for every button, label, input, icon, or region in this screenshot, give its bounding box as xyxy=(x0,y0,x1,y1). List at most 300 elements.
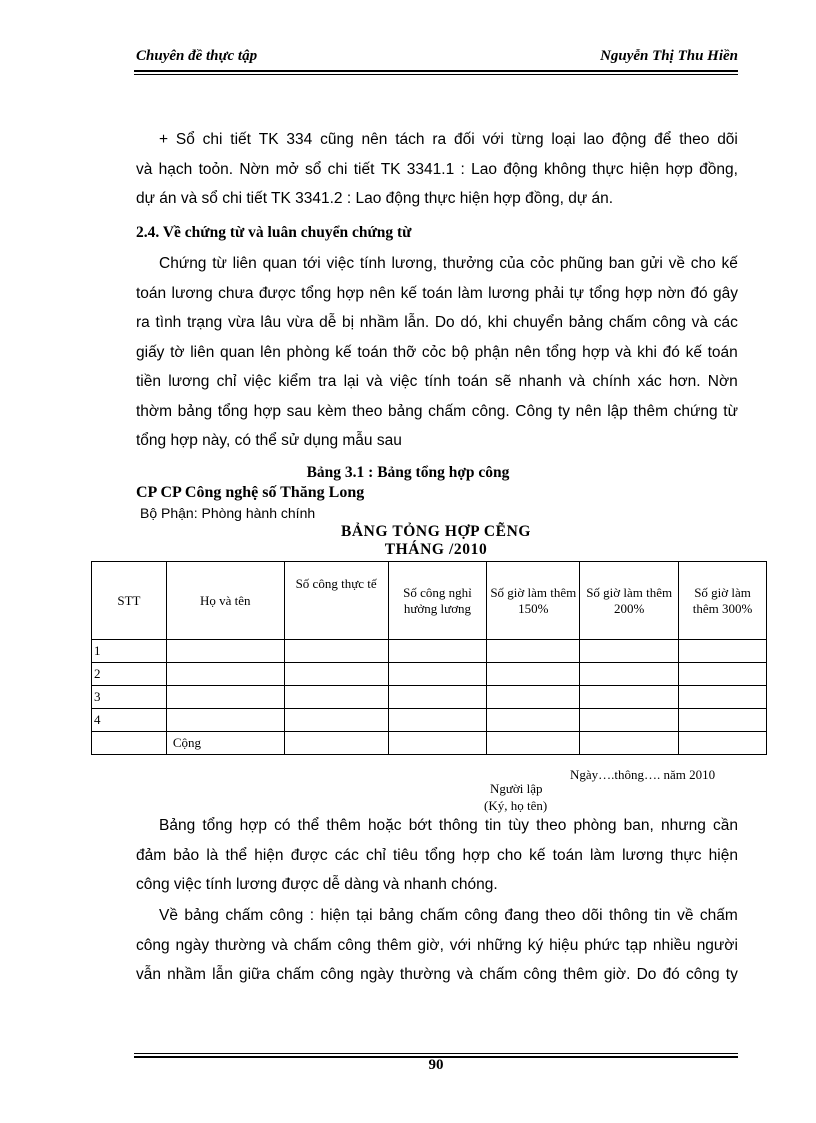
word: theo xyxy=(536,817,567,834)
table-cell xyxy=(388,640,487,663)
word: tin xyxy=(654,907,671,924)
word: Do xyxy=(636,966,657,983)
paragraph-2 xyxy=(136,249,738,456)
word: với xyxy=(482,131,504,148)
word: của xyxy=(499,255,525,272)
word: chấm xyxy=(479,966,518,983)
word: quan xyxy=(262,255,298,272)
column-header: Số giờ làm thêm 150% xyxy=(487,562,580,640)
total-label: Cộng xyxy=(166,732,284,755)
word: bộ xyxy=(451,343,469,361)
paragraph-1 xyxy=(136,125,738,214)
word: kiểm xyxy=(278,373,312,390)
word: hoặc xyxy=(367,817,402,834)
word: tổng xyxy=(217,402,248,420)
word: và xyxy=(615,343,632,361)
table-cell xyxy=(487,686,580,709)
word: chấm xyxy=(276,966,315,983)
table-cell xyxy=(388,709,487,732)
word: hiệu xyxy=(549,936,579,954)
word: : xyxy=(309,907,315,924)
word: nhầm xyxy=(167,966,206,983)
column-header: Số công thực tế xyxy=(284,562,388,640)
word: toán xyxy=(422,284,453,302)
text-line: tổng hợp này, có thể sử dụng mẫu sau xyxy=(136,432,402,449)
word: loại xyxy=(551,131,576,148)
word: cần xyxy=(712,817,738,834)
word: tờ xyxy=(170,343,185,361)
word: lẫn xyxy=(212,966,233,983)
word: nên xyxy=(514,343,541,361)
word: Bảng xyxy=(159,817,196,834)
table-row xyxy=(92,709,767,732)
word: hợp xyxy=(665,160,693,178)
word: về xyxy=(668,255,686,272)
word: sổ xyxy=(304,160,322,178)
word: toán xyxy=(552,846,583,864)
table-cell xyxy=(580,732,679,755)
table-cell xyxy=(679,686,767,709)
table-month: THÁNG /2010 xyxy=(384,541,488,558)
word: vừa xyxy=(286,314,314,331)
word: làm xyxy=(457,284,483,302)
table-cell xyxy=(679,663,767,686)
word: nhiều xyxy=(652,936,691,954)
header-divider-thin xyxy=(134,74,738,75)
text-line xyxy=(136,279,738,309)
text-line xyxy=(136,249,738,279)
word: 3341.1 xyxy=(406,160,455,178)
word: thể xyxy=(297,817,320,834)
word: ra xyxy=(432,131,447,148)
table-cell xyxy=(580,709,679,732)
word: tạp xyxy=(625,936,648,954)
word: công xyxy=(652,314,687,331)
word: lao xyxy=(583,131,605,148)
word: bớt xyxy=(408,817,432,834)
word: công xyxy=(685,966,720,983)
word: bảng xyxy=(568,314,604,331)
text-line xyxy=(136,841,738,871)
word: tại xyxy=(356,907,373,924)
word: ty xyxy=(557,402,571,420)
table-cell xyxy=(284,663,388,686)
word: liên xyxy=(232,255,257,272)
word: chuyển xyxy=(513,314,564,331)
word: thêm xyxy=(377,936,412,954)
word: từ xyxy=(212,255,227,272)
word: tổng xyxy=(589,284,620,302)
word: và xyxy=(456,966,474,983)
word: có xyxy=(274,817,291,834)
word: phòng xyxy=(286,343,330,361)
word: chi xyxy=(327,160,348,178)
word: gây xyxy=(713,284,738,302)
word: tin xyxy=(484,817,502,834)
word: kế xyxy=(335,343,352,361)
word: Lao xyxy=(471,160,497,178)
word: Về xyxy=(159,907,178,924)
word: việc xyxy=(326,255,355,272)
table-cell xyxy=(388,663,487,686)
word: theo xyxy=(352,402,383,420)
row-number: 2 xyxy=(92,663,167,686)
word: thêm xyxy=(633,402,668,420)
word: đang xyxy=(504,907,539,924)
word: tính xyxy=(359,255,386,272)
word: quan xyxy=(220,343,255,361)
word: động xyxy=(611,131,647,148)
word: công xyxy=(136,936,170,954)
word: và xyxy=(271,936,288,954)
signature-date: Ngày….thông…. năm 2010 xyxy=(570,767,716,782)
table-cell xyxy=(284,686,388,709)
word: sau xyxy=(286,402,312,420)
word: tổng xyxy=(301,284,332,302)
word: mở xyxy=(275,160,299,178)
table-cell xyxy=(487,709,580,732)
table-cell xyxy=(166,663,284,686)
word: được xyxy=(290,846,328,864)
word: lương xyxy=(171,284,213,302)
word: chấm xyxy=(225,907,264,924)
word: hiện xyxy=(708,846,738,864)
word: 334 xyxy=(286,131,313,148)
word: bảng xyxy=(379,907,414,924)
word: được xyxy=(258,284,296,302)
table-total-row xyxy=(92,732,767,755)
word: lập xyxy=(607,402,628,420)
company-name: CP CP Công nghệ số Thăng Long xyxy=(136,484,365,501)
word: nhanh xyxy=(518,373,562,390)
word: phòng xyxy=(573,817,617,834)
word: chứng xyxy=(673,402,718,420)
word: bảng xyxy=(177,402,213,420)
word: tiết xyxy=(353,160,375,178)
word: cỏc xyxy=(421,343,447,361)
word: đồng, xyxy=(699,160,738,178)
word: lương xyxy=(488,284,530,302)
word: chấm xyxy=(293,936,332,954)
word: các xyxy=(713,314,738,331)
word: chấm xyxy=(419,907,458,924)
word: nên xyxy=(575,402,602,420)
word: việc xyxy=(243,373,272,390)
page-number: 90 xyxy=(428,1057,444,1073)
footer-divider-thin xyxy=(134,1053,738,1054)
word: chưa xyxy=(218,284,254,302)
word: phức xyxy=(584,936,620,954)
word: thông xyxy=(609,907,648,924)
word: đó xyxy=(662,343,680,361)
word: thông xyxy=(438,817,478,834)
word: đó xyxy=(690,284,708,302)
word: theo xyxy=(545,907,576,924)
word: tách xyxy=(395,131,425,148)
table-cell xyxy=(284,640,388,663)
word: Nờn xyxy=(239,160,270,178)
table-cell xyxy=(580,663,679,686)
word: lâu xyxy=(260,314,282,331)
department-label: Bộ Phận: Phòng hành chính xyxy=(140,505,316,521)
word: hợp xyxy=(253,402,281,420)
word: hợp xyxy=(462,846,490,864)
word: Chứng xyxy=(159,255,207,272)
word: tổng xyxy=(202,817,233,834)
word: chấm xyxy=(699,907,738,924)
word: giờ. xyxy=(603,966,631,983)
word: thỡ xyxy=(393,343,417,361)
word: dễ xyxy=(319,314,337,331)
text-line xyxy=(136,338,738,368)
word: về xyxy=(677,907,694,924)
header-divider xyxy=(134,70,738,72)
word: nhưng xyxy=(660,817,706,834)
word: phải xyxy=(534,284,565,302)
header-left: Chuyên đề thực tập xyxy=(136,48,258,64)
word: kế xyxy=(400,284,417,302)
word: công. xyxy=(471,402,510,420)
word: hiện xyxy=(254,846,284,864)
table-header-row xyxy=(92,562,767,640)
word: cũng xyxy=(320,131,354,148)
word: nờn xyxy=(657,284,686,302)
word: Sổ xyxy=(175,131,195,148)
word: lẫn. xyxy=(404,314,430,331)
word: đối xyxy=(453,131,475,148)
word: không xyxy=(544,160,587,178)
word: chi xyxy=(202,131,223,148)
word: là xyxy=(206,846,219,864)
word: toán xyxy=(136,284,167,302)
word: toán xyxy=(357,343,388,361)
table-cell xyxy=(388,686,487,709)
word: ngày xyxy=(175,936,210,954)
section-heading: 2.4. Về chứng từ và luân chuyển chứng từ xyxy=(136,224,412,241)
word: sẽ xyxy=(495,373,512,390)
word: công xyxy=(337,936,372,954)
word: bảng xyxy=(184,907,219,924)
text-line xyxy=(136,308,738,338)
word: gửi xyxy=(640,255,663,272)
word: thường xyxy=(214,936,266,954)
table-cell xyxy=(388,732,487,755)
word: Do xyxy=(434,314,455,331)
word: liên xyxy=(190,343,215,361)
word: thực xyxy=(592,160,624,178)
table-title: BẢNG TỎNG HỢP CẼNG xyxy=(340,523,532,540)
word: chỉ xyxy=(216,373,237,390)
word: đảm xyxy=(136,846,167,864)
word: tình xyxy=(155,314,182,331)
word: theo xyxy=(679,131,710,148)
word: ty xyxy=(725,966,738,983)
word: cỏc xyxy=(530,255,555,272)
word: ngày xyxy=(360,966,394,983)
table-row xyxy=(92,686,767,709)
word: và xyxy=(366,373,383,390)
table-cell xyxy=(166,709,284,732)
signature-note: (Ký, họ tên) xyxy=(484,798,548,813)
word: kèm xyxy=(317,402,347,420)
paragraph-4 xyxy=(136,901,738,990)
word: Nờn xyxy=(707,373,738,390)
word: phũng xyxy=(559,255,604,272)
column-header: Số giờ làm thêm 200% xyxy=(580,562,679,640)
word: giấy xyxy=(136,343,165,361)
word: các xyxy=(334,846,359,864)
word: kế xyxy=(685,343,702,361)
word: dõi xyxy=(717,131,738,148)
word: ra xyxy=(136,314,150,331)
word: thờm xyxy=(136,402,173,420)
word: hợp xyxy=(336,284,364,302)
word: nên xyxy=(361,131,388,148)
text-line xyxy=(136,367,738,397)
word: những xyxy=(476,936,522,954)
word: giữa xyxy=(238,966,271,983)
word: lương xyxy=(168,373,210,390)
table-cell xyxy=(284,732,388,755)
word: lương, xyxy=(391,255,437,272)
word: thêm xyxy=(563,966,598,983)
word: hiện xyxy=(629,160,660,178)
column-header: Họ và tên xyxy=(166,562,284,640)
word: bảo xyxy=(173,846,200,864)
table-caption: Bảng 3.1 : Bảng tổng hợp công xyxy=(306,464,510,481)
word: thực xyxy=(670,846,702,864)
word: nên xyxy=(369,284,396,302)
word: động xyxy=(503,160,538,178)
word: : xyxy=(460,160,465,178)
word: công xyxy=(320,966,354,983)
word: tổng xyxy=(425,846,456,864)
table-cell xyxy=(166,640,284,663)
word: tiêu xyxy=(392,846,418,864)
word: khi xyxy=(487,314,508,331)
text-line xyxy=(136,901,738,931)
word: kế xyxy=(721,255,738,272)
word: ký xyxy=(527,936,544,954)
word: dõi xyxy=(581,907,603,924)
text-line: dự án và sổ chi tiết TK 3341.2 : Lao động thực hiện hợp đồng, dự án. xyxy=(136,190,614,207)
word: trạng xyxy=(186,314,223,331)
word: tùy xyxy=(508,817,530,834)
word: chấm xyxy=(428,402,467,420)
word: tới xyxy=(302,255,321,272)
word: đó xyxy=(662,966,680,983)
word: ban xyxy=(608,255,635,272)
word: + xyxy=(159,131,169,148)
signature-role: Người lập xyxy=(490,781,543,796)
word: hợp xyxy=(582,343,610,361)
word: hợp xyxy=(239,817,268,834)
word: nhầm xyxy=(359,314,399,331)
word: công xyxy=(464,907,498,924)
column-header: Số giờ làm thêm 300% xyxy=(679,562,767,640)
word: chính xyxy=(592,373,631,390)
table-cell xyxy=(284,709,388,732)
word: cho xyxy=(496,846,522,864)
word: tự xyxy=(569,284,585,302)
word: toán xyxy=(707,343,738,361)
word: công xyxy=(269,907,304,924)
word: TK xyxy=(380,160,401,178)
table-cell xyxy=(580,686,679,709)
row-number: 4 xyxy=(92,709,167,732)
word: toỏn. xyxy=(198,160,234,178)
row-number: 1 xyxy=(92,640,167,663)
table-cell xyxy=(487,663,580,686)
column-header: STT xyxy=(92,562,167,640)
word: cho xyxy=(690,255,716,272)
word: hơn. xyxy=(668,373,701,390)
word: để xyxy=(654,131,672,148)
word: tổng xyxy=(546,343,577,361)
word: từ xyxy=(723,402,738,420)
table-cell xyxy=(92,732,167,755)
word: hiện xyxy=(320,907,350,924)
word: tính xyxy=(424,373,451,390)
word: thêm xyxy=(326,817,361,834)
word: hạch xyxy=(158,160,193,178)
row-number: 3 xyxy=(92,686,167,709)
text-line xyxy=(136,155,738,185)
table-cell xyxy=(679,732,767,755)
word: và xyxy=(136,160,153,178)
table-cell xyxy=(679,640,767,663)
table-cell xyxy=(679,709,767,732)
table-cell xyxy=(487,732,580,755)
word: ban, xyxy=(623,817,654,834)
text-line xyxy=(136,125,738,155)
word: hợp xyxy=(624,284,653,302)
word: vừa xyxy=(227,314,255,331)
text-line xyxy=(136,931,738,961)
word: toán xyxy=(457,373,488,390)
word: Công xyxy=(515,402,553,420)
table-cell xyxy=(487,640,580,663)
table-row xyxy=(92,663,767,686)
word: chấm xyxy=(608,314,647,331)
word: khi xyxy=(637,343,657,361)
word: giờ, xyxy=(417,936,444,954)
word: TK xyxy=(258,131,279,148)
word: bị xyxy=(342,314,355,331)
word: từng xyxy=(511,131,544,148)
header-right: Nguyễn Thị Thu Hiền xyxy=(600,48,738,64)
word: với xyxy=(449,936,472,954)
word: làm xyxy=(589,846,615,864)
word: chỉ xyxy=(366,846,386,864)
text-line xyxy=(136,811,738,841)
paragraph-3 xyxy=(136,811,738,900)
word: công xyxy=(523,966,558,983)
word: và xyxy=(568,373,586,390)
table-cell xyxy=(166,686,284,709)
table-row xyxy=(92,640,767,663)
word: lương xyxy=(622,846,664,864)
word: thưởng xyxy=(442,255,494,272)
word: lại xyxy=(343,373,360,390)
text-line: công việc tính lương được dễ dàng và nhanh chóng. xyxy=(136,876,498,893)
word: tiết xyxy=(230,131,251,148)
word: vẫn xyxy=(136,966,161,983)
text-line xyxy=(136,397,738,427)
word: kế xyxy=(529,846,546,864)
text-line xyxy=(136,960,738,990)
word: lên xyxy=(260,343,281,361)
